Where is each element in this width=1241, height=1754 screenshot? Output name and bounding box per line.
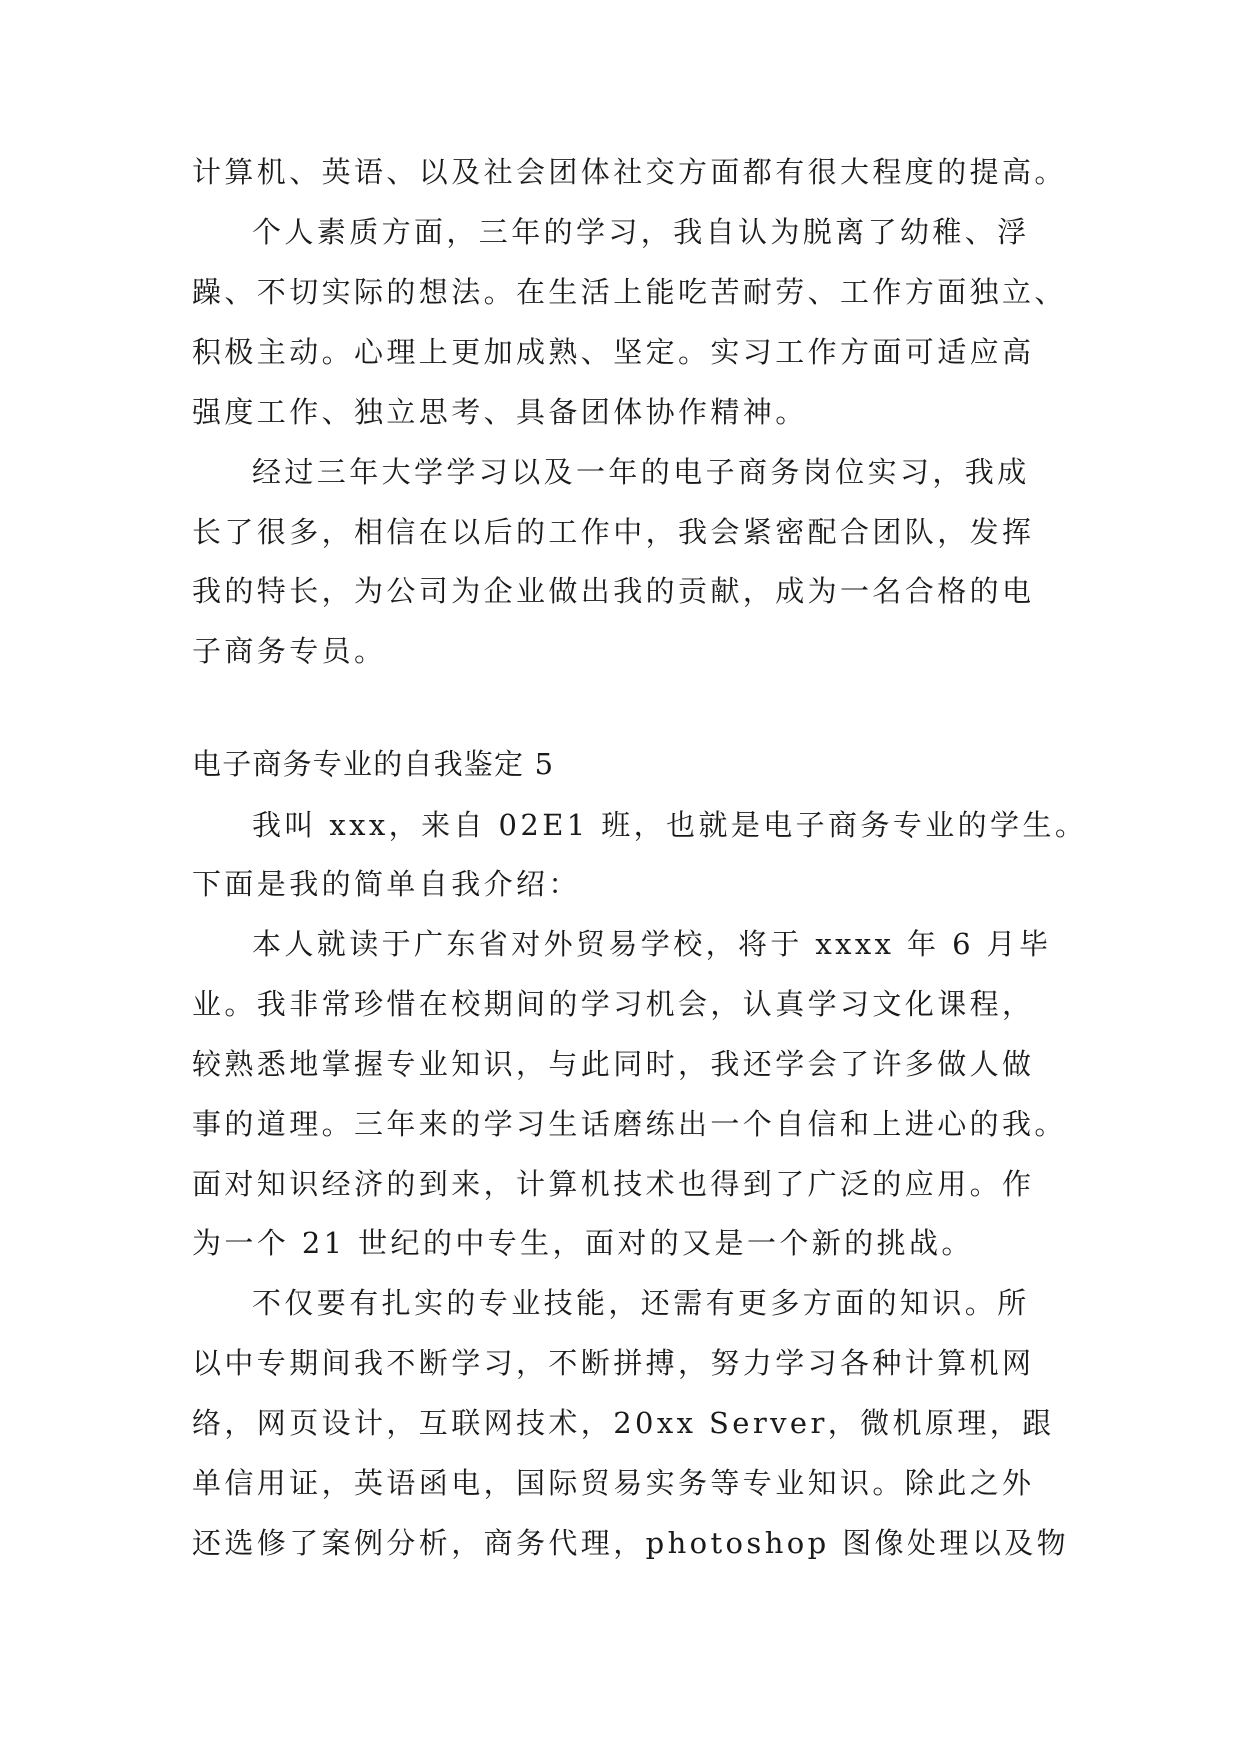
text-line: 积极主动。心理上更加成熟、坚定。实习工作方面可适应高 — [192, 335, 1035, 369]
paragraph-first-line: 本人就读于广东省对外贸易学校，将于 xxxx 年 6 月毕 — [252, 927, 1052, 961]
paragraph-first-line: 经过三年大学学习以及一年的电子商务岗位实习，我成 — [252, 455, 1030, 489]
text-line: 子商务专员。 — [192, 634, 387, 668]
text-line: 以中专期间我不断学习，不断拼搏，努力学习各种计算机网 — [192, 1346, 1035, 1380]
text-line: 事的道理。三年来的学习生话磨练出一个自信和上进心的我。 — [192, 1107, 1067, 1141]
paragraph-first-line: 我叫 xxx，来自 02E1 班，也就是电子商务专业的学生。 — [252, 808, 1088, 842]
text-line: 面对知识经济的到来，计算机技术也得到了广泛的应用。作 — [192, 1167, 1035, 1201]
paragraph-first-line: 不仅要有扎实的专业技能，还需有更多方面的知识。所 — [252, 1286, 1030, 1320]
text-line: 躁、不切实际的想法。在生活上能吃苦耐劳、工作方面独立、 — [192, 275, 1067, 309]
text-line: 长了很多，相信在以后的工作中，我会紧密配合团队，发挥 — [192, 515, 1035, 549]
text-line: 络，网页设计，互联网技术，20xx Server，微机原理，跟 — [192, 1406, 1055, 1440]
text-line: 强度工作、独立思考、具备团体协作精神。 — [192, 395, 808, 429]
text-line: 较熟悉地掌握专业知识，与此同时，我还学会了许多做人做 — [192, 1047, 1035, 1081]
text-line: 为一个 21 世纪的中专生，面对的又是一个新的挑战。 — [192, 1226, 974, 1260]
text-line: 单信用证，英语函电，国际贸易实务等专业知识。除此之外 — [192, 1466, 1035, 1500]
text-line: 还选修了案例分析，商务代理，photoshop 图像处理以及物 — [192, 1526, 1070, 1560]
paragraph-first-line: 个人素质方面，三年的学习，我自认为脱离了幼稚、浮 — [252, 215, 1030, 249]
text-line: 计算机、英语、以及社会团体社交方面都有很大程度的提高。 — [192, 155, 1067, 189]
text-line: 我的特长，为公司为企业做出我的贡献，成为一名合格的电 — [192, 574, 1035, 608]
text-line: 下面是我的简单自我介绍： — [192, 867, 581, 901]
section-heading: 电子商务专业的自我鉴定 5 — [192, 747, 555, 781]
text-line: 业。我非常珍惜在校期间的学习机会，认真学习文化课程， — [192, 987, 1035, 1021]
